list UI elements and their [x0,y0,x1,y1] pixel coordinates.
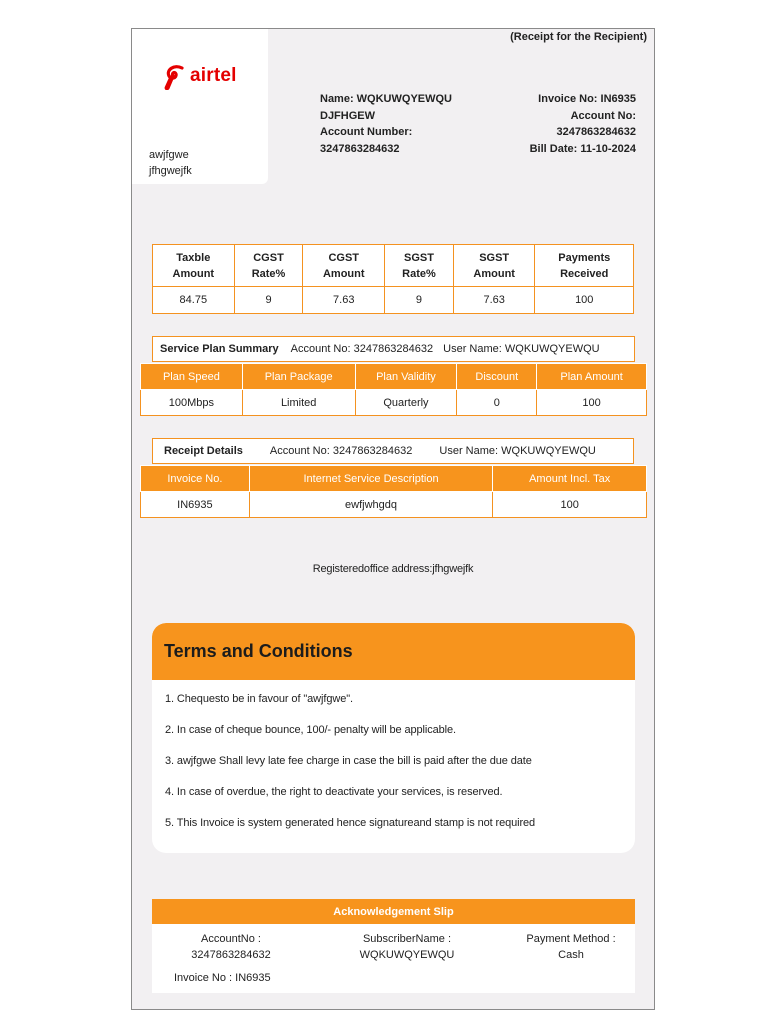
tax-cell: 7.63 [453,287,535,314]
plan-header: Discount [457,364,537,390]
recipient-note: (Receipt for the Recipient) [510,31,647,43]
tax-table-header [153,245,634,287]
account-number-value: 3247863284632 [320,142,400,155]
tax-header: CGST Rate% [234,245,303,287]
table-row [153,287,634,314]
service-plan-user: User Name: WQKUWQYEWQU [443,343,600,355]
list-item: 4. In case of overdue, the right to deactivate your services, is reserved. [165,786,503,798]
tax-cell: 9 [234,287,303,314]
invoice-info [496,91,636,157]
receipt-details-bar [152,438,634,464]
plan-cell: 100 [537,390,647,416]
receipt-account: Account No: 3247863284632 [269,445,413,457]
receipt-details-title: Receipt Details [164,445,243,457]
table-row [141,492,647,518]
ack-account: AccountNo : 3247863284632 [191,933,271,961]
logo-panel [132,29,268,184]
tax-table [152,244,634,314]
plan-cell: Limited [242,390,355,416]
receipt-cell: ewfjwhgdq [249,492,492,518]
plan-cell: Quarterly [355,390,457,416]
tax-cell: 84.75 [153,287,235,314]
plan-cell: 0 [457,390,537,416]
plan-header: Plan Speed [141,364,243,390]
service-plan-account: Account No: 3247863284632 [290,343,434,355]
list-item: 5. This Invoice is system generated hence signatureand stamp is not required [165,817,536,829]
receipt-header: Amount Incl. Tax [493,466,647,492]
tax-header: Taxble Amount [153,245,235,287]
invoice-sheet [131,28,655,1010]
terms-list [152,680,635,831]
terms-header [152,623,635,680]
registered-address: Registeredoffice address:jfhgwejfk [312,563,474,575]
plan-table-header [141,364,647,390]
invoice-number: Invoice No: IN6935 [538,93,636,105]
receipt-header: Invoice No. [141,466,250,492]
invoice-account-label: Account No: [570,109,636,122]
ack-invoice: Invoice No : IN6935 [174,972,271,984]
receipt-user: User Name: WQKUWQYEWQU [439,445,596,457]
plan-header: Plan Validity [355,364,457,390]
plan-header: Plan Package [242,364,355,390]
tax-cell: 9 [385,287,454,314]
ack-title: Acknowledgement Slip [152,899,635,924]
plan-table [140,363,647,416]
acknowledgement-slip [152,899,635,993]
logo-text: airtel [190,65,237,86]
receipt-cell: 100 [493,492,647,518]
bill-date: Bill Date: 11-10-2024 [529,142,636,155]
plan-cell: 100Mbps [141,390,243,416]
account-number-label: Account Number: [320,126,413,138]
airtel-logo [164,62,237,90]
list-item: 2. In case of cheque bounce, 100/- penalty will be applicable. [165,724,456,736]
plan-header: Plan Amount [537,364,647,390]
service-plan-title: Service Plan Summary [160,343,279,355]
company-name: awjfgwe jfhgwejfk [149,149,192,177]
list-item: 1. Chequesto be in favour of "awjfgwe". [165,693,353,705]
receipt-table-header [141,466,647,492]
ack-payment-method: Payment Method : Cash [526,933,616,961]
tax-header: SGST Rate% [385,245,454,287]
customer-name-cont: DJFHGEW [320,109,375,122]
tax-header: SGST Amount [453,245,535,287]
invoice-account-value: 3247863284632 [556,126,636,138]
terms-title: Terms and Conditions [164,641,353,661]
tax-cell: 7.63 [303,287,385,314]
customer-name: Name: WQKUWQYEWQU [320,93,452,105]
customer-info [320,91,480,157]
receipt-header: Internet Service Description [249,466,492,492]
ack-subscriber: SubscriberName : WQKUWQYEWQU [359,933,455,961]
service-plan-bar [152,336,635,362]
terms-card [152,623,635,853]
tax-header: Payments Received [535,245,634,287]
receipt-cell: IN6935 [141,492,250,518]
tax-cell: 100 [535,287,634,314]
list-item: 3. awjfgwe Shall levy late fee charge in case the bill is paid after the due date [165,755,532,767]
airtel-swirl-icon [164,62,188,90]
tax-header: CGST Amount [303,245,385,287]
receipt-table [140,465,647,518]
table-row [141,390,647,416]
